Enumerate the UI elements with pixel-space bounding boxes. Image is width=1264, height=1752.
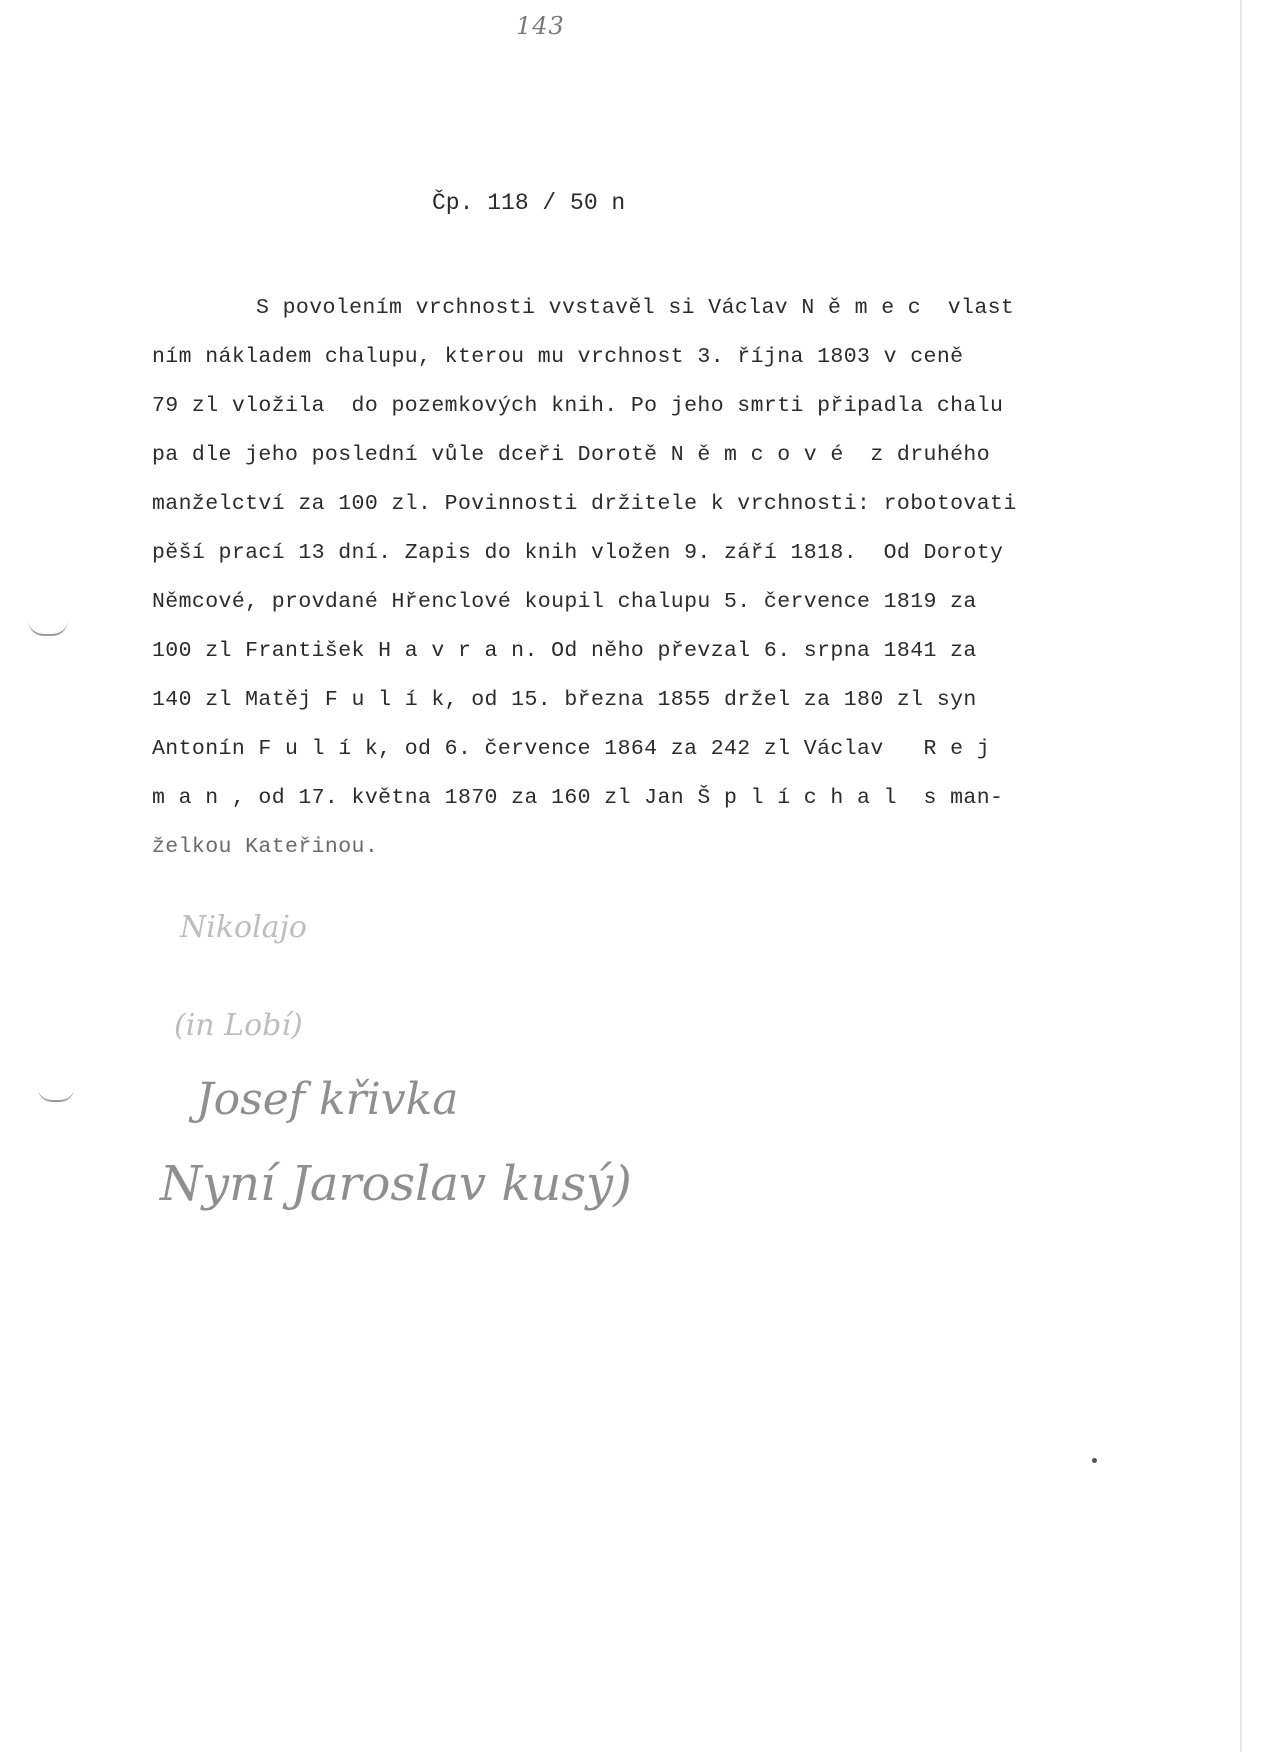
text-line: manželctví za 100 zl. Povinnosti držitele k vrchnosti: robotovati [152, 492, 1017, 516]
text-line: želkou Kateřinou. [152, 835, 379, 859]
page-edge-shadow [1240, 0, 1242, 1752]
punch-hole-mark [28, 620, 68, 636]
document-heading: Čp. 118 / 50 n [432, 190, 626, 216]
text-line: S povolením vrchnosti vvstavěl si Václav N ě m e c vlast [256, 296, 1015, 320]
body-text [152, 284, 1132, 872]
text-line: 140 zl Matěj F u l í k, od 15. března 1855 držel za 180 zl syn [152, 688, 977, 712]
text-line: m a n , od 17. května 1870 za 160 zl Jan Š p l í c h a l s man- [152, 786, 1004, 810]
ink-dot [1092, 1458, 1097, 1463]
handwritten-line: Josef křivka [196, 1074, 459, 1125]
handwritten-line: (in Lobí) [174, 1008, 303, 1043]
page-number: 143 [516, 12, 565, 40]
handwritten-line: Nikolajo [180, 910, 307, 945]
text-line: Antonín F u l í k, od 6. července 1864 za 242 zl Václav R e j [152, 737, 991, 761]
text-line: pa dle jeho poslední vůle dceři Dorotě N ě m c o v é z druhého [152, 443, 991, 467]
handwritten-line: Nyní Jaroslav kusý) [160, 1156, 632, 1212]
text-line: pěší prací 13 dní. Zapis do knih vložen 9. září 1818. Od Doroty [152, 541, 1004, 565]
text-line: Němcové, provdané Hřenclové koupil chalupu 5. července 1819 za [152, 590, 977, 614]
text-line: ním nákladem chalupu, kterou mu vrchnost 3. října 1803 v ceně [152, 345, 964, 369]
text-line: 100 zl František H a v r a n. Od něho převzal 6. srpna 1841 za [152, 639, 977, 663]
punch-hole-mark [38, 1088, 74, 1102]
text-line: 79 zl vložila do pozemkových knih. Po jeho smrti připadla chalu [152, 394, 1004, 418]
